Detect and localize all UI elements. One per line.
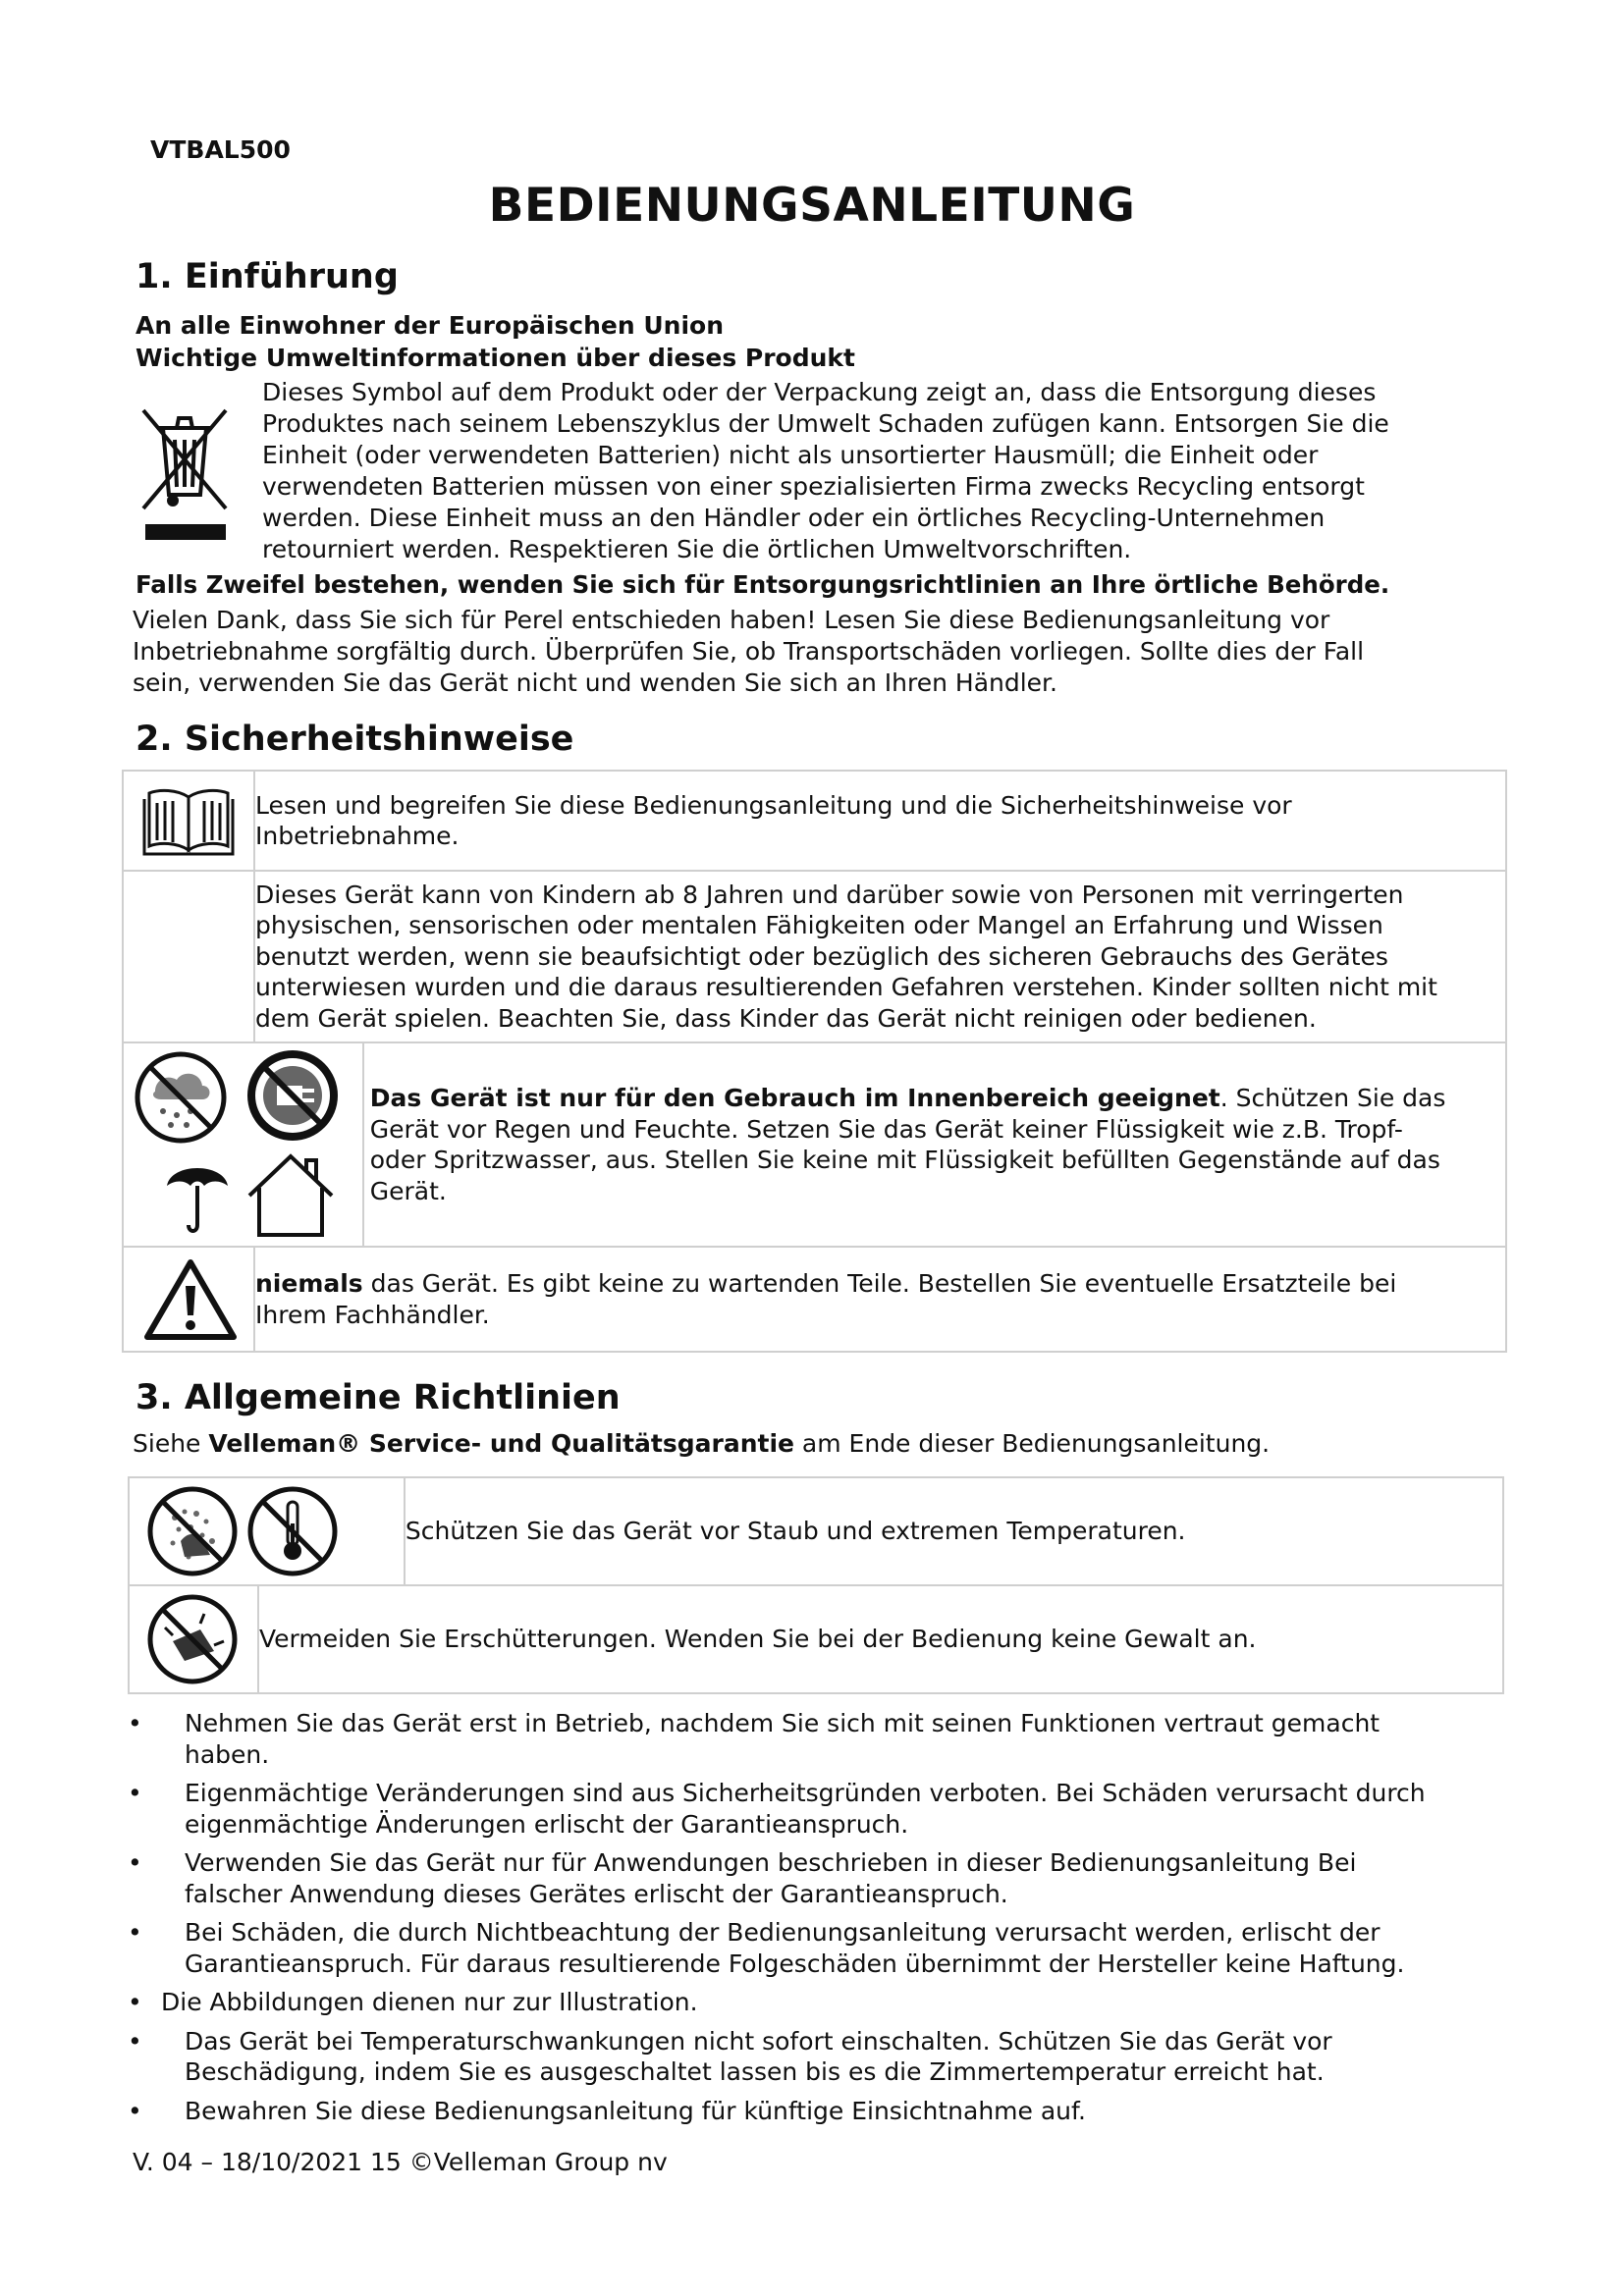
eu-line: An alle Einwohner der Europäischen Union <box>135 311 725 340</box>
page-footer: V. 04 – 18/10/2021 15 ©Velleman Group nv <box>133 2148 668 2176</box>
text-line: Das Gerät bei Temperaturschwankungen nicht sofort einschalten. Schützen Sie das Gerät vor <box>185 2026 1332 2056</box>
text-line: dem Gerät spielen. Beachten Sie, dass Kinder das Gerät nicht reinigen oder bedienen. <box>255 1003 1317 1033</box>
section-heading-safety: 2. Sicherheitshinweise <box>135 720 574 759</box>
weee-text-line: verwendeten Batterien müssen von einer spezialisierten Firma zwecks Recycling entsorgt <box>262 472 1365 501</box>
safety-icon-cell <box>123 1247 254 1352</box>
safety-row-text <box>254 771 1506 871</box>
general-table <box>128 1476 1504 1694</box>
text-span: am Ende dieser Bedienungsanleitung. <box>793 1429 1271 1458</box>
text-line: Ihrem Fachhändler. <box>255 1300 490 1329</box>
no-extreme-temperature-icon <box>245 1484 340 1578</box>
list-item <box>128 2026 1502 2088</box>
bullet-dot: • <box>128 1779 142 1807</box>
page-title: BEDIENUNGSANLEITUNG <box>488 179 1136 233</box>
text-line: Bewahren Sie diese Bedienungsanleitung für künftige Einsichtnahme auf. <box>185 2096 1086 2125</box>
never-word: niemals <box>255 1269 363 1298</box>
house-icon <box>244 1150 338 1239</box>
text-span: Siehe <box>133 1429 209 1458</box>
general-icon-cell <box>129 1585 258 1693</box>
safety-row-text <box>254 1247 1506 1352</box>
text-line: unterwiesen wurden und die daraus resultierenden Gefahren verstehen. Kinder sollten nicht mit <box>255 973 1437 1002</box>
list-item <box>128 1917 1502 1979</box>
text-line: Beschädigung, indem Sie es ausgeschaltet lassen bis es die Zimmertemperatur erreicht hat. <box>185 2057 1325 2086</box>
weee-text-line: Dieses Symbol auf dem Produkt oder der Verpackung zeigt an, dass die Entsorgung dieses <box>262 378 1377 406</box>
text-line: Die Abbildungen dienen nur zur Illustration. <box>161 1988 698 2016</box>
text-line: Gerät. <box>369 1176 447 1205</box>
text-line: eigenmächtige Änderungen erlischt der Garantieanspruch. <box>185 1809 909 1839</box>
weee-text-line: Produktes nach seinem Lebenszyklus der Umwelt Schaden zufügen kann. Entsorgen Sie die <box>262 409 1389 438</box>
text-line: Garantieanspruch. Für daraus resultierende Folgeschäden übernimmt der Hersteller keine Haftung. <box>185 1949 1405 1978</box>
indoor-use-notice: Das Gerät ist nur für den Gebrauch im Innenbereich geeignet <box>369 1084 1220 1112</box>
text-line: Lesen und begreifen Sie diese Bedienungsanleitung und die Sicherheitshinweise vor <box>255 790 1292 820</box>
safety-row-text <box>363 1042 1506 1247</box>
text-line <box>255 1268 1505 1300</box>
weee-text-line: retourniert werden. Respektieren Sie die örtlichen Umweltvorschriften. <box>262 535 1132 563</box>
text-line: Inbetriebnahme. <box>255 822 460 850</box>
list-item <box>128 1847 1502 1909</box>
no-water-plug-icon <box>244 1046 342 1145</box>
thanks-line: sein, verwenden Sie das Gerät nicht und wenden Sie sich an Ihren Händler. <box>133 668 1057 697</box>
bullet-dot: • <box>128 1848 142 1877</box>
text-line: Verwenden Sie das Gerät nur für Anwendungen beschrieben in dieser Bedienungsanleitung Bei <box>185 1848 1357 1877</box>
text-line: Dieses Gerät kann von Kindern ab 8 Jahren und darüber sowie von Personen mit verringerten <box>255 880 1404 909</box>
bullet-dot: • <box>128 1918 142 1947</box>
text-span: . Schützen Sie das <box>1219 1084 1446 1112</box>
text-line: Bei Schäden, die durch Nichtbeachtung der Bedienungsanleitung verursacht werden, erlischt der <box>185 1918 1380 1947</box>
general-row-text: Schützen Sie das Gerät vor Staub und extremen Temperaturen. <box>405 1477 1503 1585</box>
manual-book-icon <box>124 783 253 858</box>
no-dust-icon <box>145 1484 240 1578</box>
list-item <box>128 1987 1502 2018</box>
safety-row-text <box>254 871 1506 1042</box>
thanks-line: Inbetriebnahme sorgfältig durch. Überprüfen Sie, ob Transportschäden vorliegen. Sollte dies der Fall <box>133 637 1365 666</box>
safety-table <box>122 770 1507 1353</box>
text-line: haben. <box>185 1739 270 1769</box>
guarantee-reference <box>133 1428 1270 1460</box>
warning-triangle-icon <box>124 1256 253 1343</box>
safety-icon-cell <box>123 771 254 871</box>
section-heading-intro: 1. Einführung <box>135 257 399 296</box>
text-line: physischen, sensorischen oder mentalen Fähigkeiten oder Mangel an Erfahrung und Wissen <box>255 911 1383 940</box>
list-item <box>128 2096 1502 2127</box>
weee-text-line: Einheit (oder verwendeten Batterien) nicht als unsortierter Hausmüll; die Einheit oder <box>262 441 1319 469</box>
text-line: benutzt werden, wenn sie beaufsichtigt oder bezüglich des sicheren Gebrauchs des Gerätes <box>255 941 1388 971</box>
text-line: Nehmen Sie das Gerät erst in Betrieb, nachdem Sie sich mit seinen Funktionen vertraut gemacht <box>185 1709 1380 1737</box>
env-line: Wichtige Umweltinformationen über dieses Produkt <box>135 344 855 372</box>
text-line: falscher Anwendung dieses Gerätes erlischt der Garantieanspruch. <box>185 1879 1008 1908</box>
list-item <box>128 1708 1502 1770</box>
text-span: das Gerät. Es gibt keine zu wartenden Teile. Bestellen Sie eventuelle Ersatzteile bei <box>362 1269 1397 1298</box>
text-line: Eigenmächtige Veränderungen sind aus Sicherheitsgründen verboten. Bei Schäden verursacht durch <box>185 1779 1426 1807</box>
text-line: oder Spritzwasser, aus. Stellen Sie keine mit Flüssigkeit befüllten Gegenstände auf das <box>369 1146 1440 1174</box>
safety-empty-icon-cell <box>123 871 254 1042</box>
weee-text-line: werden. Diese Einheit muss an den Händler oder ein örtliches Recycling-Unternehmen <box>262 504 1326 532</box>
umbrella-icon <box>163 1152 232 1237</box>
general-row-text: Vermeiden Sie Erschütterungen. Wenden Sie bei der Bedienung keine Gewalt an. <box>258 1585 1503 1693</box>
thanks-line: Vielen Dank, dass Sie sich für Perel entschieden haben! Lesen Sie diese Bedienungsanleitung vor <box>133 606 1330 634</box>
bullet-dot: • <box>128 1988 142 2016</box>
general-icon-cell <box>129 1477 405 1585</box>
bullet-dot: • <box>128 2026 142 2056</box>
list-item <box>128 1778 1502 1840</box>
text-line: Gerät vor Regen und Feuchte. Setzen Sie das Gerät keiner Flüssigkeit wie z.B. Tropf- <box>369 1114 1403 1144</box>
guarantee-name: Velleman® Service- und Qualitätsgarantie <box>208 1429 794 1458</box>
safety-icon-cell <box>123 1042 363 1247</box>
text-line <box>370 1083 1505 1114</box>
bullet-dot: • <box>128 2096 142 2125</box>
weee-bin-icon <box>135 400 234 548</box>
no-shock-icon <box>130 1592 257 1686</box>
no-rain-icon <box>134 1050 228 1145</box>
general-bullet-list <box>128 1708 1502 2134</box>
bullet-dot: • <box>128 1709 142 1737</box>
section-heading-general: 3. Allgemeine Richtlinien <box>135 1378 621 1417</box>
doubt-line: Falls Zweifel bestehen, wenden Sie sich für Entsorgungsrichtlinien an Ihre örtliche Behörde. <box>135 570 1390 599</box>
model-number: VTBAL500 <box>150 135 291 164</box>
